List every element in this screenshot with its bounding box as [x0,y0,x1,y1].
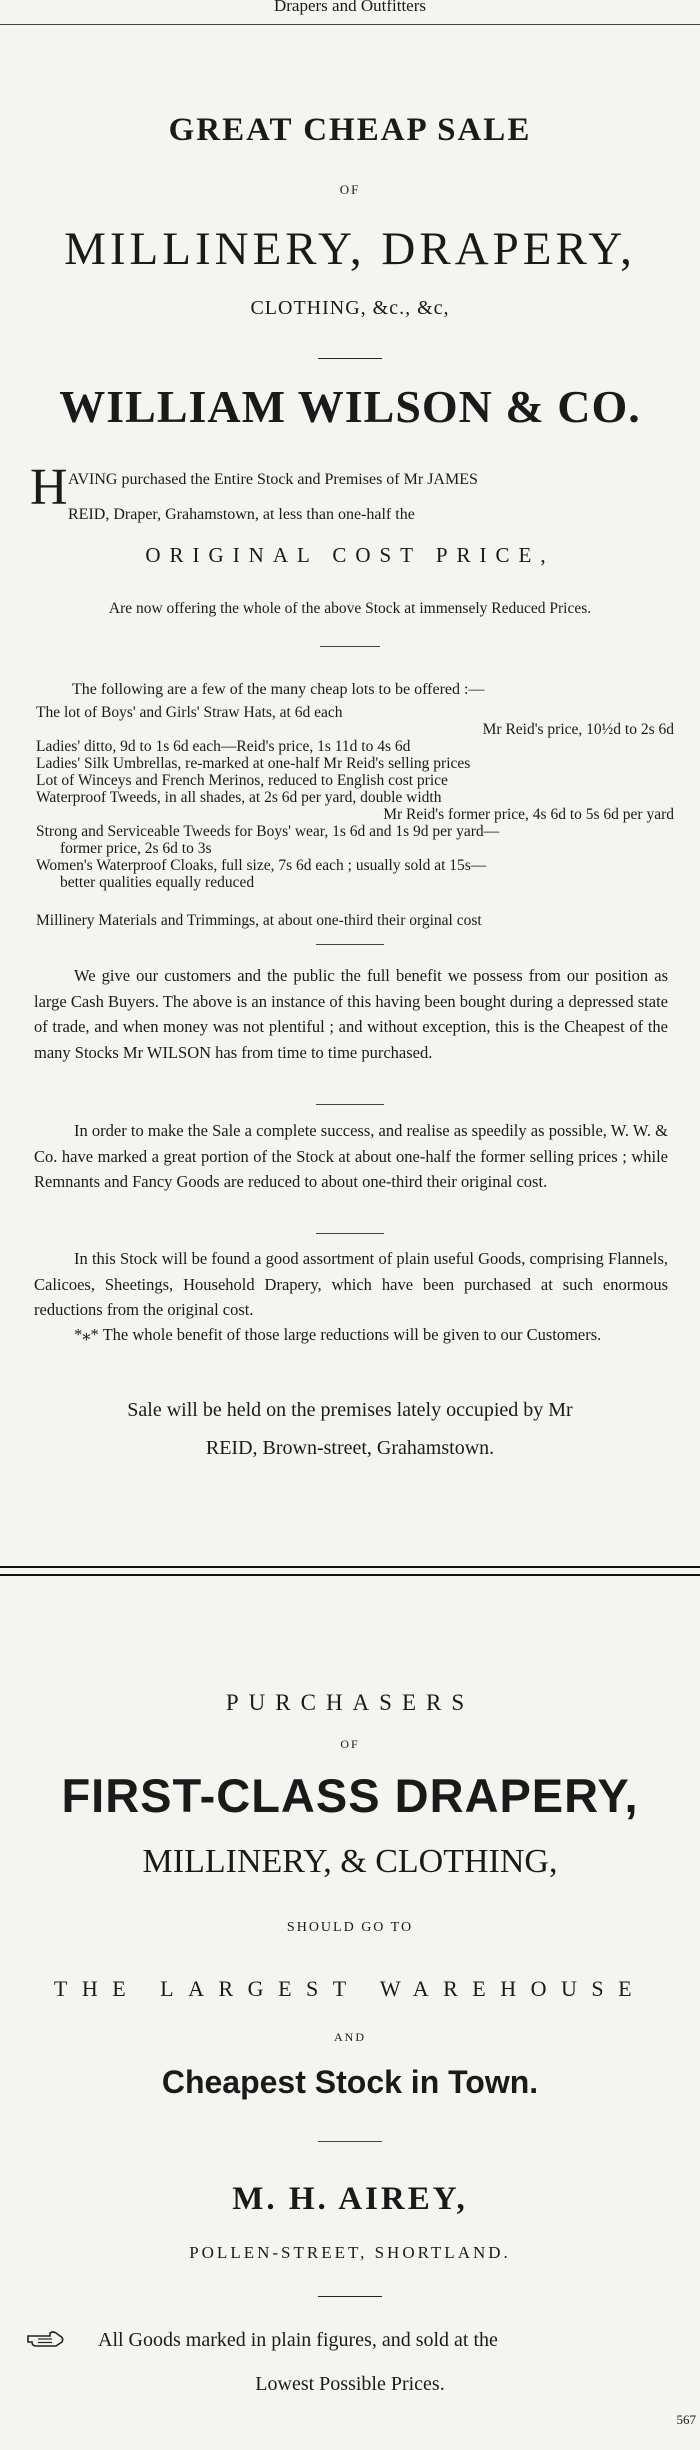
ad1-list-item: Mr Reid's price, 10½d to 2s 6d [482,721,674,738]
ad1-para-3 [34,1246,668,1323]
ad1-para-4 [34,1322,668,1348]
ad1-company: WILLIAM WILSON & CO. [59,381,641,432]
ad1-para-4-body: The whole benefit of those large reductions will be given to our Customers. [102,1325,602,1344]
ad1-list-intro: The following are a few of the many cheap lots to be offered :— [72,681,485,698]
ad1-of: OF [339,182,361,197]
ad1-para-1-text: We give our customers and the public the full benefit we possess from our position as large Cash Buyers. The above is an instance of this having been bought during a depressed state of trade, and when money was not plentiful ; and without exception, this is the Cheapest of the many Stocks Mr WILSON has from time to time purchased. [34,966,668,1062]
ad1-list-item: Millinery Materials and Trimmings, at about one-third their orginal cost [36,912,482,929]
ad1-list-item: Waterproof Tweeds, in all shades, at 2s 6d per yard, double width [36,789,442,806]
ad1-intro-line2: REID, Draper, Grahamstown, at less than one-half the [68,506,415,523]
ad1-rule-2 [320,646,380,647]
asterism: *⁎* [74,1325,99,1344]
ad1-list-item: Strong and Serviceable Tweeds for Boys' wear, 1s 6d and 1s 9d per yard— [36,823,500,840]
ad2-of: OF [340,1737,360,1751]
ad1-para-4-text [34,1322,668,1348]
ad2-millinery: MILLINERY, & CLOTHING, [142,1843,558,1880]
ad1-para-2 [34,1118,668,1195]
ad2-address: POLLEN-STREET, SHORTLAND. [189,2243,511,2262]
ad2-purchasers: PURCHASERS [225,1690,475,1715]
ad2-rule-1 [318,2141,382,2142]
ad1-list-item: Mr Reid's former price, 4s 6d to 5s 6d per yard [383,806,674,823]
ad2-rule-2 [318,2296,382,2297]
ad2-cheapest: Cheapest Stock in Town. [161,2064,539,2100]
ad2-name: M. H. AIREY, [232,2181,468,2217]
ad1-list-item: better qualities equally reduced [60,874,255,891]
ad1-rule-4 [316,1104,384,1105]
ad1-dropcap: H [30,459,68,516]
ad1-list-item: Ladies' ditto, 9d to 1s 6d each—Reid's price, 1s 11d to 4s 6d [36,738,411,755]
ad2-largest: THE LARGEST WAREHOUSE [53,1976,647,2001]
ad2-note-line1: All Goods marked in plain figures, and sold at the [98,2329,498,2351]
ad1-rule-3 [316,944,384,945]
ad1-list-item: The lot of Boys' and Girls' Straw Hats, at 6d each [36,704,343,721]
ad-separator [0,1566,700,1576]
ad1-headline: GREAT CHEAP SALE [168,112,532,148]
ad1-offering: Are now offering the whole of the above Stock at immensely Reduced Prices. [108,600,592,617]
ad1-original-cost: ORIGINAL COST PRICE, [145,543,555,567]
ad1-para-2-text: In order to make the Sale a complete success, and realise as speedily as possible, W. W. & Co. have marked a great portion of the Stock at about one-half the former selling prices ; while Remnants and Fancy Goods are reduced to about one-third their original cost. [34,1121,668,1191]
ad1-sale-line2: REID, Brown-street, Grahamstown. [205,1437,495,1459]
ad1-list-item: Women's Waterproof Cloaks, full size, 7s 6d each ; usually sold at 15s— [36,857,487,874]
pointing-hand-icon [26,2328,66,2350]
ad1-rule-1 [318,358,382,359]
ad2-note-line2: Lowest Possible Prices. [255,2373,445,2395]
ad2-and: AND [334,2030,366,2044]
ad2-first-class: FIRST-CLASS DRAPERY, [61,1769,639,1822]
ad1-list-item: Lot of Winceys and French Merinos, reduced to English cost price [36,772,448,789]
ad1-para-1 [34,963,668,1065]
ad1-para-3-text: In this Stock will be found a good assortment of plain useful Goods, comprising Flannels, Calicoes, Sheetings, Household Drapery, which have been purchased at such enormous reductions from the original cost. [34,1249,668,1319]
ad1-rule-5 [316,1233,384,1234]
page-number: 567 [676,2412,696,2427]
ad1-sale-line1: Sale will be held on the premises lately occupied by Mr [127,1399,573,1421]
ad1-subhead: MILLINERY, DRAPERY, [64,223,636,275]
ad2-should-go: SHOULD GO TO [286,1920,414,1935]
ad1-intro-line1: AVING purchased the Entire Stock and Premises of Mr JAMES [68,471,478,488]
ad1-list-item: Ladies' Silk Umbrellas, re-marked at one-half Mr Reid's selling prices [36,755,471,772]
ad1-list-item: former price, 2s 6d to 3s [60,840,212,857]
ad1-clothing: CLOTHING, &c., &c, [250,297,450,319]
header-rule [0,24,700,25]
section-header: Drapers and Outfitters [273,0,426,15]
